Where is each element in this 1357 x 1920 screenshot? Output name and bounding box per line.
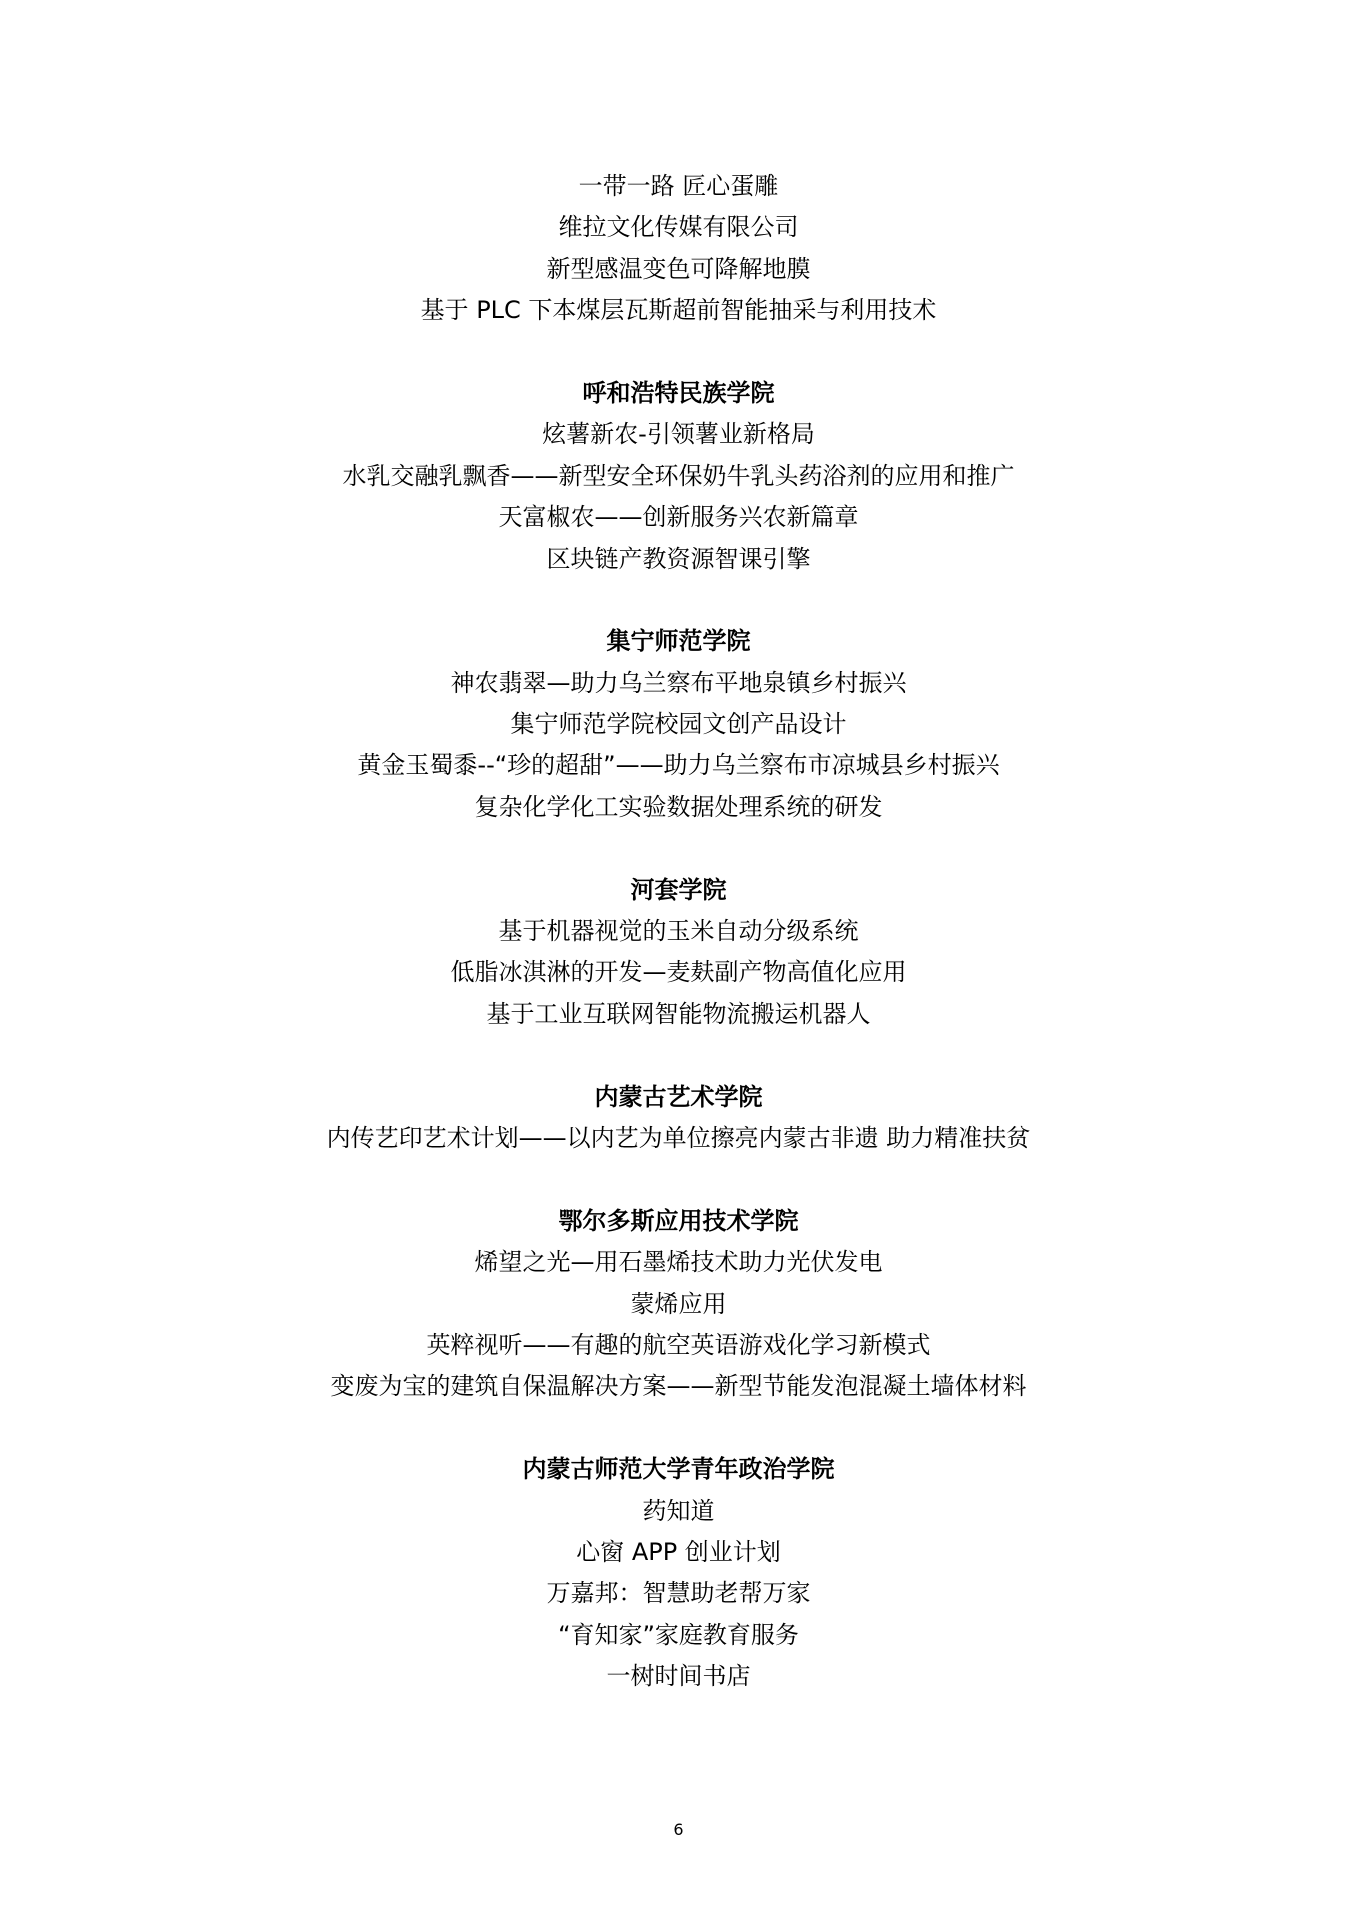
project-title: 内传艺印艺术计划——以内艺为单位擦亮内蒙古非遗 助力精准扶贫 bbox=[326, 1123, 1031, 1152]
page-number: 6 bbox=[673, 1820, 684, 1839]
project-title: 变废为宝的建筑自保温解决方案——新型节能发泡混凝土墙体材料 bbox=[330, 1372, 1027, 1401]
institution-group bbox=[0, 621, 1357, 828]
project-title: 复杂化学化工实验数据处理系统的研发 bbox=[474, 792, 883, 821]
institution-heading: 内蒙古师范大学青年政治学院 bbox=[522, 1455, 835, 1484]
project-title: 药知道 bbox=[642, 1496, 715, 1525]
project-title: 心窗 APP 创业计划 bbox=[576, 1537, 781, 1566]
project-title: 新型感温变色可降解地膜 bbox=[546, 254, 811, 283]
institution-group bbox=[0, 1449, 1357, 1697]
project-title: “育知家”家庭教育服务 bbox=[558, 1620, 799, 1649]
project-list bbox=[0, 166, 1357, 1697]
institution-group bbox=[0, 1201, 1357, 1408]
project-title: 天富椒农——创新服务兴农新篇章 bbox=[498, 503, 859, 532]
project-title: 基于工业互联网智能物流搬运机器人 bbox=[486, 999, 871, 1028]
project-title: 低脂冰淇淋的开发—麦麸副产物高值化应用 bbox=[450, 958, 907, 987]
project-title: 水乳交融乳飘香——新型安全环保奶牛乳头药浴剂的应用和推广 bbox=[342, 461, 1015, 490]
project-title: 英粹视听——有趣的航空英语游戏化学习新模式 bbox=[426, 1330, 931, 1359]
institution-heading: 集宁师范学院 bbox=[606, 627, 751, 656]
project-title: 基于机器视觉的玉米自动分级系统 bbox=[498, 917, 859, 946]
institution-heading: 鄂尔多斯应用技术学院 bbox=[558, 1206, 799, 1235]
institution-group bbox=[0, 373, 1357, 580]
institution-heading: 呼和浩特民族学院 bbox=[582, 378, 775, 407]
project-title: 集宁师范学院校园文创产品设计 bbox=[510, 710, 847, 739]
institution-heading: 内蒙古艺术学院 bbox=[594, 1082, 763, 1111]
project-title: 基于 PLC 下本煤层瓦斯超前智能抽采与利用技术 bbox=[420, 296, 937, 325]
project-title: 维拉文化传媒有限公司 bbox=[558, 213, 799, 242]
project-title: 烯望之光—用石墨烯技术助力光伏发电 bbox=[474, 1248, 883, 1277]
project-title: 黄金玉蜀黍--“珍的超甜”——助力乌兰察布市凉城县乡村振兴 bbox=[357, 751, 1000, 780]
project-title: 蒙烯应用 bbox=[630, 1289, 727, 1318]
project-title: 神农翡翠—助力乌兰察布平地泉镇乡村振兴 bbox=[450, 668, 907, 697]
project-title: 一带一路 匠心蛋雕 bbox=[578, 172, 779, 200]
institution-group bbox=[0, 166, 1357, 332]
institution-group bbox=[0, 870, 1357, 1036]
project-title: 炫薯新农-引领薯业新格局 bbox=[542, 420, 815, 449]
institution-group bbox=[0, 1077, 1357, 1160]
institution-heading: 河套学院 bbox=[630, 875, 727, 904]
project-title: 万嘉邦：智慧助老帮万家 bbox=[546, 1579, 811, 1608]
project-title: 区块链产教资源智课引擎 bbox=[546, 544, 811, 573]
project-title: 一树时间书店 bbox=[606, 1662, 751, 1691]
